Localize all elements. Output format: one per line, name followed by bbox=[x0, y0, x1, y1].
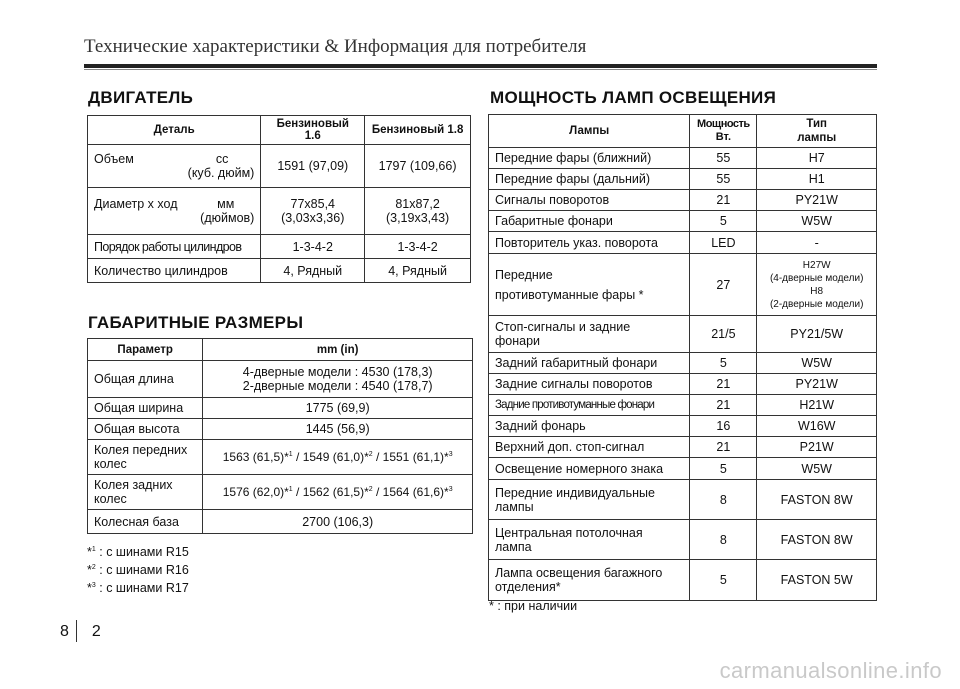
table-row bbox=[489, 353, 877, 374]
cell-value: 4, Рядный bbox=[261, 259, 365, 283]
table-row bbox=[88, 398, 473, 419]
lamp-type: W5W bbox=[757, 458, 877, 480]
page-number bbox=[60, 623, 103, 641]
footnote-mark: 2 bbox=[91, 564, 96, 572]
table-row bbox=[88, 419, 473, 440]
engine-table bbox=[87, 115, 471, 283]
lamp-name-line: Передние индивидуальные bbox=[495, 485, 655, 500]
table-row bbox=[489, 232, 877, 254]
cell-value: 1797 (109,66) bbox=[365, 145, 471, 188]
watermark-text: carmanualsonline.info bbox=[719, 658, 942, 683]
cell-value: 1-3-4-2 bbox=[365, 235, 471, 259]
table-row bbox=[88, 259, 471, 283]
lamp-power: 8 bbox=[690, 520, 757, 560]
lamp-power: 21 bbox=[690, 374, 757, 395]
cell-value-line: 81x87,2 bbox=[395, 197, 440, 211]
column-header: mm (in) bbox=[203, 339, 473, 361]
lamps-table bbox=[488, 114, 877, 601]
lamp-name bbox=[489, 254, 690, 316]
table-row bbox=[489, 437, 877, 458]
lamp-type: PY21/5W bbox=[757, 316, 877, 353]
lamp-name: Задний габаритный фонари bbox=[489, 353, 690, 374]
column-header: Параметр bbox=[88, 339, 203, 361]
value-part: / 1562 (61,5)* bbox=[292, 485, 369, 499]
lamp-power: LED bbox=[690, 232, 757, 254]
lamp-name-line: Лампа освещения багажного bbox=[495, 566, 663, 580]
cell-value: 2700 (106,3) bbox=[203, 510, 473, 534]
cell-value: 1445 (56,9) bbox=[203, 419, 473, 440]
table-row bbox=[489, 148, 877, 169]
footnote bbox=[87, 578, 189, 596]
footnote-mark: 1 bbox=[288, 486, 293, 493]
lamp-power: 21/5 bbox=[690, 316, 757, 353]
footnote-mark: 3 bbox=[91, 582, 96, 590]
table-row bbox=[489, 254, 877, 316]
cell-value bbox=[261, 188, 365, 235]
page-number-chapter: 8 bbox=[60, 623, 71, 640]
column-header bbox=[690, 115, 757, 148]
page-number-divider bbox=[76, 620, 77, 642]
lamp-type: PY21W bbox=[757, 190, 877, 211]
footnote-mark: 3 bbox=[448, 451, 453, 458]
row-label bbox=[88, 188, 261, 235]
lamp-name-line: фонари bbox=[495, 334, 541, 348]
table-row bbox=[489, 316, 877, 353]
footnote-asterisk: * bbox=[87, 563, 92, 578]
row-label: Порядок работы цилиндров bbox=[88, 235, 261, 259]
column-header: Деталь bbox=[88, 116, 261, 145]
table-row bbox=[489, 169, 877, 190]
value-part: 1576 (62,0)* bbox=[222, 485, 289, 499]
table-row bbox=[489, 520, 877, 560]
lamp-name-line: Передние bbox=[495, 267, 553, 282]
dimensions-section-title: ГАБАРИТНЫЕ РАЗМЕРЫ bbox=[88, 313, 304, 332]
lamp-type: H7 bbox=[757, 148, 877, 169]
engine-section-title: ДВИГАТЕЛЬ bbox=[88, 88, 194, 107]
lamp-power: 5 bbox=[690, 211, 757, 232]
lamps-footnote: * : при наличии bbox=[489, 599, 578, 613]
lamp-type-line: H27W bbox=[802, 259, 831, 271]
footnote-asterisk: * bbox=[87, 581, 92, 596]
lamp-name-line: Центральная потолочная bbox=[495, 525, 643, 540]
cell-value-line: (3,03x3,36) bbox=[281, 211, 345, 225]
table-header-row bbox=[88, 116, 471, 145]
row-label: Количество цилиндров bbox=[88, 259, 261, 283]
cell-value-line: 77x85,4 bbox=[290, 197, 335, 211]
row-label-line: Колея задних bbox=[94, 478, 173, 492]
lamp-type: FASTON 8W bbox=[757, 480, 877, 520]
lamp-type-line: (2-дверные модели) bbox=[769, 298, 864, 310]
cell-value bbox=[203, 475, 473, 510]
page-header-title: Технические характеристики & Информация для потребителя bbox=[84, 36, 587, 57]
column-header bbox=[757, 115, 877, 148]
table-row bbox=[88, 361, 473, 398]
table-row bbox=[489, 211, 877, 232]
lamp-name bbox=[489, 560, 690, 601]
lamp-name: Передние фары (дальний) bbox=[489, 169, 690, 190]
lamp-type: FASTON 5W bbox=[757, 560, 877, 601]
row-label-line: колес bbox=[94, 457, 127, 471]
value-part: / 1549 (61,0)* bbox=[292, 450, 369, 464]
dimensions-footnotes bbox=[87, 542, 189, 596]
lamp-power: 5 bbox=[690, 458, 757, 480]
cell-value-line: 4-дверные модели : 4530 (178,3) bbox=[242, 365, 433, 379]
lamp-name bbox=[489, 480, 690, 520]
footnote-text: : с шинами R17 bbox=[95, 581, 189, 596]
lamp-name bbox=[489, 520, 690, 560]
row-label-unit: мм bbox=[217, 197, 235, 211]
row-label: Общая длина bbox=[88, 361, 203, 398]
lamp-name: Передние фары (ближний) bbox=[489, 148, 690, 169]
table-header-row bbox=[88, 339, 473, 361]
column-header-line: Вт. bbox=[715, 131, 732, 143]
column-header: Лампы bbox=[489, 115, 690, 148]
lamp-name-line: лампа bbox=[495, 539, 532, 554]
table-row bbox=[88, 235, 471, 259]
column-header: Бензиновый 1.6 bbox=[261, 116, 365, 145]
footnote bbox=[87, 560, 189, 578]
table-row bbox=[88, 475, 473, 510]
lamp-type: PY21W bbox=[757, 374, 877, 395]
column-header: Бензиновый 1.8 bbox=[365, 116, 471, 145]
header-rule bbox=[84, 64, 877, 68]
table-row bbox=[489, 560, 877, 601]
row-label-subtext: (дюймов) bbox=[200, 211, 255, 225]
table-row bbox=[489, 480, 877, 520]
lamp-power: 8 bbox=[690, 480, 757, 520]
lamp-type: - bbox=[757, 232, 877, 254]
lamp-name: Освещение номерного знака bbox=[489, 458, 690, 480]
lamp-type: H21W bbox=[757, 395, 877, 416]
table-row bbox=[489, 458, 877, 480]
lamp-name: Повторитель указ. поворота bbox=[489, 232, 690, 254]
footnote bbox=[87, 542, 189, 560]
row-label bbox=[88, 475, 203, 510]
lamp-name: Задний фонарь bbox=[489, 416, 690, 437]
row-label-text: Диаметр x ход bbox=[94, 197, 178, 211]
cell-value: 1591 (97,09) bbox=[261, 145, 365, 188]
footnote-mark: 2 bbox=[368, 486, 373, 493]
lamp-type: P21W bbox=[757, 437, 877, 458]
footnote-mark: 3 bbox=[448, 486, 453, 493]
lamp-power: 21 bbox=[690, 437, 757, 458]
lamp-name: Задние противотуманные фонари bbox=[489, 395, 690, 416]
lamp-type: H1 bbox=[757, 169, 877, 190]
lamp-power: 5 bbox=[690, 353, 757, 374]
row-label-subtext: (куб. дюйм) bbox=[187, 166, 255, 180]
footnote-mark: 2 bbox=[368, 451, 373, 458]
cell-value-line: (3,19x3,43) bbox=[385, 211, 450, 225]
table-row bbox=[88, 510, 473, 534]
value-part: / 1564 (61,6)* bbox=[372, 485, 449, 499]
table-header-row bbox=[489, 115, 877, 148]
lamp-type: W16W bbox=[757, 416, 877, 437]
lamp-type: W5W bbox=[757, 211, 877, 232]
lamps-section-title: МОЩНОСТЬ ЛАМП ОСВЕЩЕНИЯ bbox=[490, 88, 777, 107]
page-number-page: 2 bbox=[91, 623, 103, 640]
table-row bbox=[489, 416, 877, 437]
value-part: / 1551 (61,1)* bbox=[372, 450, 449, 464]
cell-value-line: 2-дверные модели : 4540 (178,7) bbox=[242, 379, 433, 393]
table-row bbox=[489, 190, 877, 211]
row-label: Колесная база bbox=[88, 510, 203, 534]
row-label-text: Объем bbox=[94, 152, 134, 166]
column-header-line: Тип bbox=[806, 118, 827, 130]
row-label bbox=[88, 145, 261, 188]
header-rule-thin bbox=[84, 69, 877, 70]
footnote-text: : с шинами R15 bbox=[95, 545, 189, 560]
table-row bbox=[88, 145, 471, 188]
lamp-type-line: (4-дверные модели) bbox=[769, 272, 864, 284]
lamp-type: FASTON 8W bbox=[757, 520, 877, 560]
lamp-type: W5W bbox=[757, 353, 877, 374]
lamp-name: Сигналы поворотов bbox=[489, 190, 690, 211]
row-label-unit: cc bbox=[215, 152, 229, 166]
cell-value bbox=[203, 440, 473, 475]
lamp-name-line: отделения* bbox=[495, 580, 561, 594]
cell-value: 1-3-4-2 bbox=[261, 235, 365, 259]
lamp-name bbox=[489, 316, 690, 353]
table-row bbox=[88, 188, 471, 235]
footnote-asterisk: * bbox=[87, 545, 92, 560]
lamp-power: 27 bbox=[690, 254, 757, 316]
footnote-mark: 1 bbox=[288, 451, 293, 458]
row-label bbox=[88, 440, 203, 475]
lamp-power: 55 bbox=[690, 148, 757, 169]
lamp-type-line: H8 bbox=[810, 285, 824, 297]
lamp-power: 16 bbox=[690, 416, 757, 437]
cell-value bbox=[365, 188, 471, 235]
lamp-type bbox=[757, 254, 877, 316]
row-label-line: Колея передних bbox=[94, 443, 188, 457]
row-label-line: колес bbox=[94, 492, 127, 506]
lamp-name: Верхний доп. стоп-сигнал bbox=[489, 437, 690, 458]
lamp-power: 21 bbox=[690, 395, 757, 416]
table-row bbox=[489, 374, 877, 395]
table-row bbox=[88, 440, 473, 475]
footnote-mark: 1 bbox=[91, 546, 96, 553]
footnote-text: : с шинами R16 bbox=[95, 563, 189, 578]
lamp-power: 21 bbox=[690, 190, 757, 211]
column-header-line: Мощность bbox=[697, 118, 750, 130]
row-label: Общая высота bbox=[88, 419, 203, 440]
row-label: Общая ширина bbox=[88, 398, 203, 419]
lamp-power: 55 bbox=[690, 169, 757, 190]
cell-value bbox=[203, 361, 473, 398]
dimensions-table bbox=[87, 338, 473, 534]
table-row bbox=[489, 395, 877, 416]
column-header-line: лампы bbox=[797, 132, 837, 144]
cell-value: 1775 (69,9) bbox=[203, 398, 473, 419]
lamp-name-line: противотуманные фары * bbox=[495, 287, 644, 302]
lamp-name: Габаритные фонари bbox=[489, 211, 690, 232]
cell-value: 4, Рядный bbox=[365, 259, 471, 283]
lamp-name-line: Стоп-сигналы и задние bbox=[495, 320, 631, 334]
value-part: 1563 (61,5)* bbox=[222, 450, 289, 464]
lamp-name-line: лампы bbox=[495, 499, 534, 514]
lamp-power: 5 bbox=[690, 560, 757, 601]
lamp-name: Задние сигналы поворотов bbox=[489, 374, 690, 395]
